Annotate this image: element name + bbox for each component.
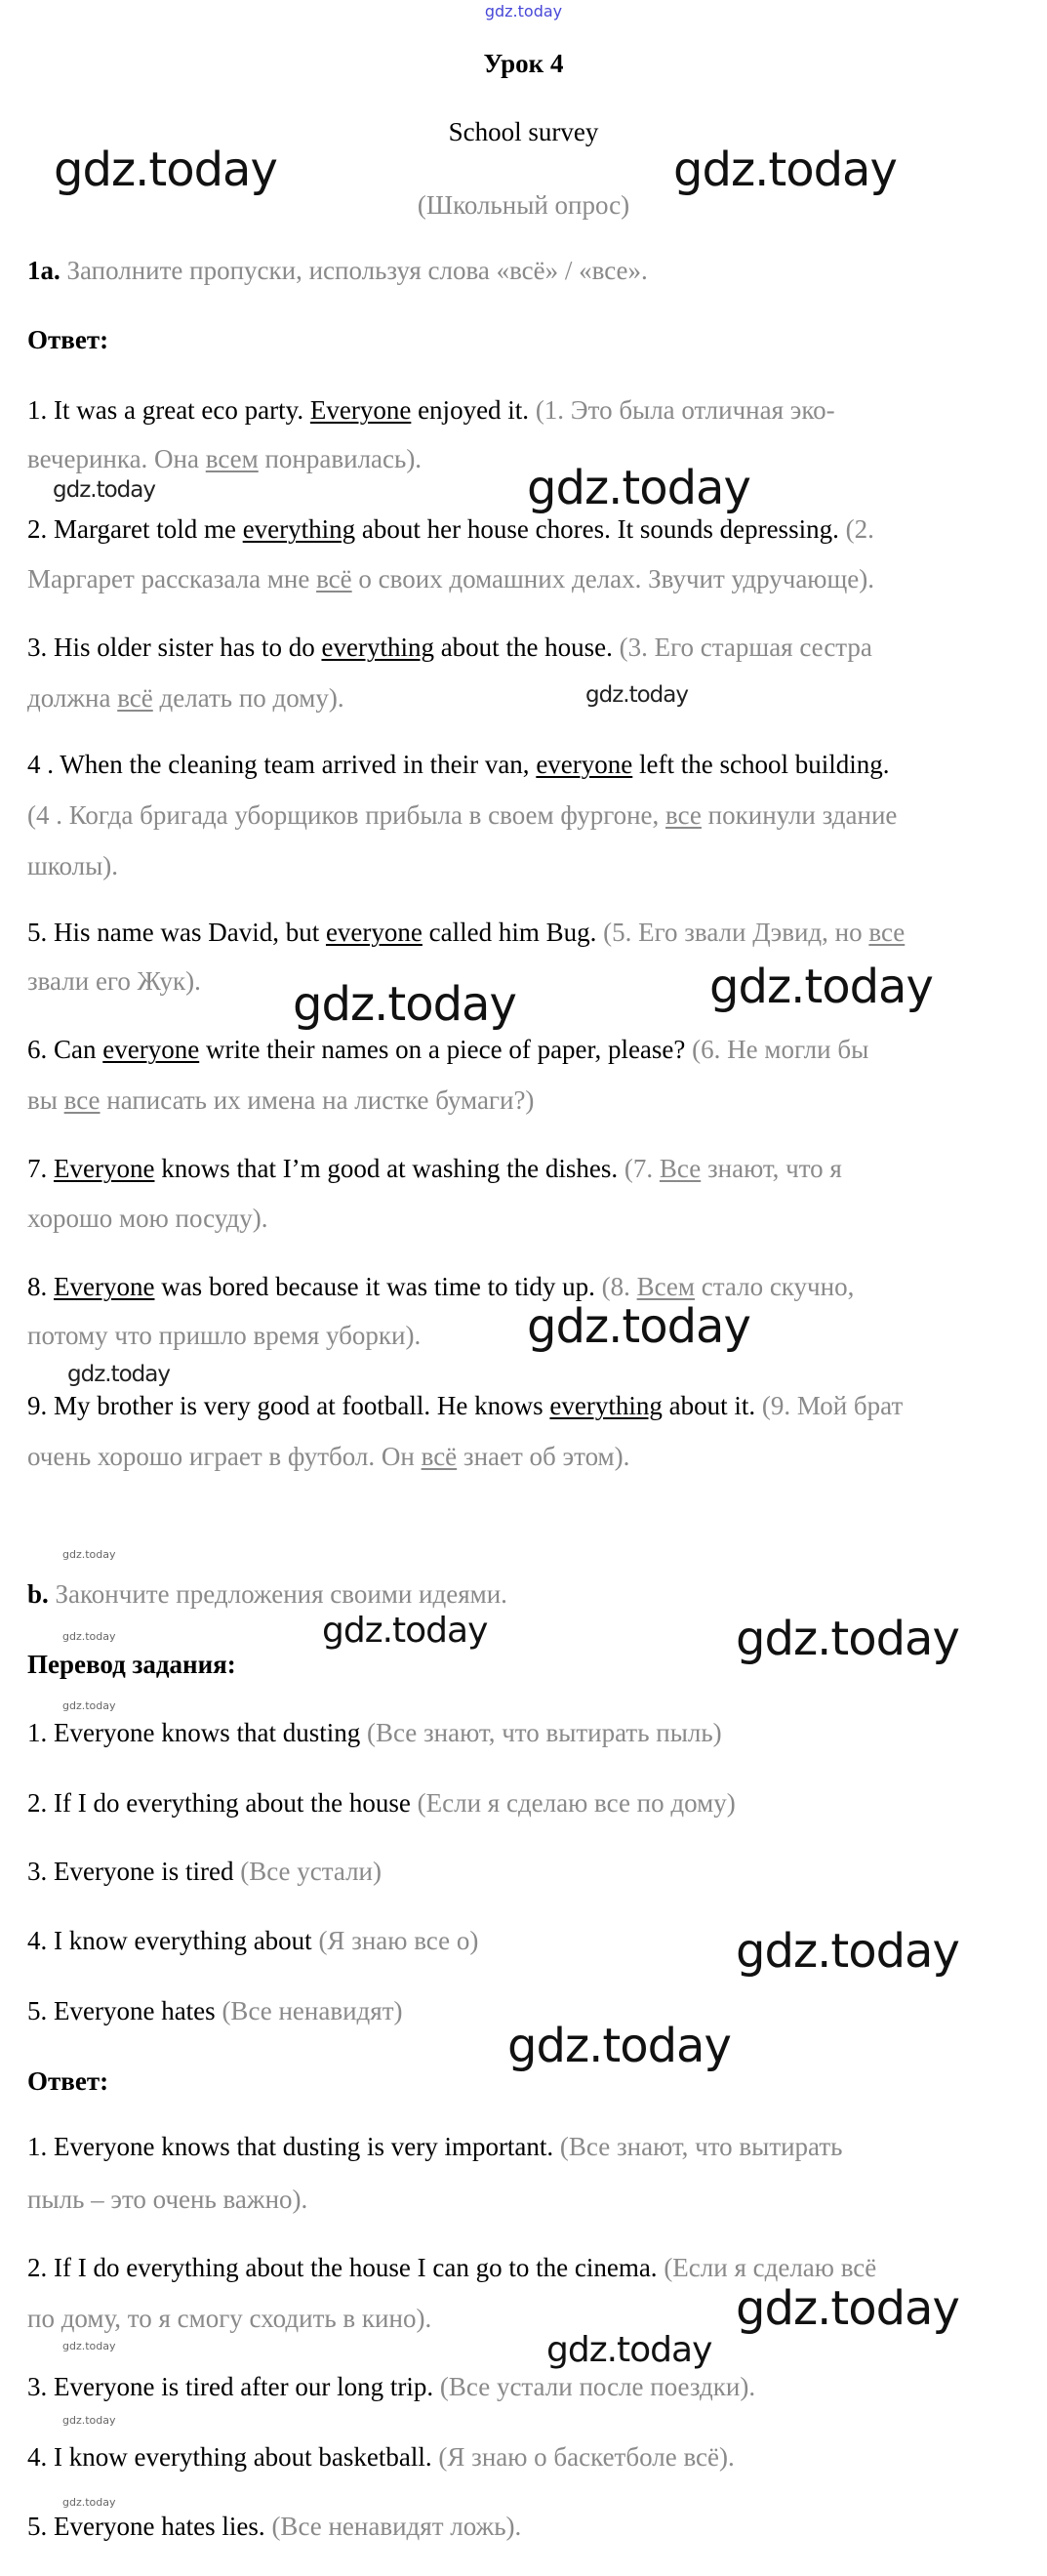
text-line <box>27 1854 382 1889</box>
text-line <box>27 2439 735 2474</box>
text-line <box>27 915 905 950</box>
section-label: Перевод задания: <box>27 1650 236 1679</box>
watermark-logo: gdz.today <box>585 682 688 708</box>
section-label: 1a. <box>27 256 60 285</box>
text-line <box>27 1576 507 1612</box>
sentence-text: knows that I’m good at washing the dishes. <box>154 1154 624 1183</box>
sentence-text: called him Bug. <box>422 918 604 947</box>
sentence-text: 2. Margaret told me <box>27 514 243 544</box>
sentence-text: 9. My brother is very good at football. He knows <box>27 1391 550 1420</box>
sentence-text: 3. Everyone is tired after our long trip. <box>27 2372 440 2401</box>
text-line <box>27 1151 842 1186</box>
sentence-text: 5. His name was David, but <box>27 918 326 947</box>
text-line <box>27 680 344 716</box>
sentence-text: 2. If I do everything about the house I can go to the cinema. <box>27 2253 664 2282</box>
text-line <box>27 392 835 428</box>
translation-text: (Все устали после поездки). <box>439 2372 756 2401</box>
section-label: Ответ: <box>27 2066 109 2096</box>
underlined-answer-word: everyone <box>325 918 423 947</box>
translation-text: (Я знаю все о) <box>318 1926 479 1955</box>
translation-text: (9. Мой брат <box>761 1391 904 1420</box>
sentence-text: 5. Everyone hates <box>27 1996 222 2025</box>
watermark-logo: gdz.today <box>62 2414 116 2427</box>
underlined-answer-word: всё <box>316 564 352 593</box>
text-line <box>27 1083 534 1118</box>
sentence-text: was bored because it was time to tidy up. <box>154 1272 602 1301</box>
text-line <box>27 1923 478 1958</box>
translation-text: (4 . Когда бригада уборщиков прибыла в своем фургоне, <box>27 800 666 830</box>
underlined-answer-word: всё <box>117 683 153 713</box>
watermark-logo: gdz.today <box>673 143 897 197</box>
watermark-logo: gdz.today <box>62 1630 116 1643</box>
translation-text: (Если я сделаю всё <box>664 2253 877 2282</box>
text-line <box>27 561 874 596</box>
translation-text: потому что пришло время уборки). <box>27 1321 422 1350</box>
text-line <box>27 322 108 357</box>
sentence-text: 6. Can <box>27 1035 103 1064</box>
translation-text: о своих домашних делах. Звучит удручающе). <box>351 564 874 593</box>
underlined-answer-word: Everyone <box>309 395 412 425</box>
translation-text: (Все знают, что вытирать пыль) <box>366 1718 722 1747</box>
text-line <box>27 2064 108 2099</box>
text-line <box>27 1201 268 1236</box>
text-line <box>27 2301 431 2336</box>
underlined-answer-word: Всем <box>636 1272 696 1301</box>
translation-text: должна <box>27 683 118 713</box>
text-line <box>27 963 201 999</box>
sentence-text: 4. I know everything about basketball. <box>27 2442 439 2472</box>
watermark-logo: gdz.today <box>736 2281 959 2336</box>
watermark-logo: gdz.today <box>62 2496 116 2509</box>
underlined-answer-word: everything <box>242 514 356 544</box>
text-line <box>27 1032 868 1067</box>
translation-text: хорошо мою посуду). <box>27 1204 268 1233</box>
sentence-text: left the school building. <box>632 750 890 779</box>
sentence-text: 5. Everyone hates lies. <box>27 2512 272 2541</box>
watermark-logo: gdz.today <box>527 1299 750 1354</box>
watermark-logo: gdz.today <box>507 2019 731 2073</box>
translation-text: (3. Его старшая сестра <box>619 633 872 662</box>
translation-text: по дому, то я смогу сходить в кино). <box>27 2304 432 2333</box>
underlined-answer-word: everything <box>549 1391 663 1420</box>
text-line <box>27 1715 722 1750</box>
underlined-answer-word: everyone <box>536 750 633 779</box>
watermark-logo: gdz.today <box>62 1699 116 1712</box>
underlined-answer-word: Everyone <box>54 1154 155 1183</box>
text-line <box>27 2369 755 2404</box>
underlined-answer-word: everyone <box>102 1035 200 1064</box>
watermark-logo: gdz.today <box>527 461 750 515</box>
translation-text: (Все ненавидят) <box>221 1996 403 2025</box>
translation-text: звали его Жук). <box>27 966 201 996</box>
watermark-logo: gdz.today <box>62 2340 116 2352</box>
page-title: Урок 4 <box>483 49 564 78</box>
translation-text: (Все устали) <box>240 1857 382 1886</box>
section-label: Ответ: <box>27 325 109 354</box>
translation-text: знает об этом). <box>457 1442 630 1471</box>
text-line <box>27 1388 903 1423</box>
watermark-logo: gdz.today <box>54 143 277 197</box>
translation-text: (Все знают, что вытирать <box>559 2132 843 2161</box>
text-line <box>27 441 422 476</box>
translation-text: вечеринка. Она <box>27 444 206 473</box>
sentence-text: 4 . When the cleaning team arrived in their van, <box>27 750 537 779</box>
underlined-answer-word: Everyone <box>54 1272 155 1301</box>
watermark-logo: gdz.today <box>293 977 516 1032</box>
watermark-logo: gdz.today <box>322 1611 488 1651</box>
underlined-answer-word: everything <box>321 633 434 662</box>
underlined-answer-word: всем <box>205 444 259 473</box>
translation-text: покинули здание <box>701 800 898 830</box>
text-line <box>27 797 897 833</box>
watermark-logo: gdz.today <box>736 1612 959 1666</box>
sentence-text: 1. Everyone knows that dusting is very important. <box>27 2132 560 2161</box>
translation-text: Маргарет рассказала мне <box>27 564 317 593</box>
text-line <box>27 1318 421 1353</box>
sentence-text: about her house chores. It sounds depressing. <box>355 514 846 544</box>
translation-text: знают, что я <box>701 1154 842 1183</box>
text-line <box>27 848 118 883</box>
sentence-text: 7. <box>27 1154 54 1183</box>
translation-text: стало скучно, <box>695 1272 855 1301</box>
sentence-text: enjoyed it. <box>411 395 536 425</box>
section-label: b. <box>27 1579 49 1609</box>
watermark-top-link[interactable]: gdz.today <box>484 2 563 20</box>
watermark-logo: gdz.today <box>709 960 933 1014</box>
translation-text: (Если я сделаю все по дому) <box>417 1788 736 1818</box>
text-line <box>27 1993 403 2028</box>
watermark-logo: gdz.today <box>546 2330 712 2370</box>
text-line <box>27 1647 236 1682</box>
translation-text: (8. <box>601 1272 637 1301</box>
watermark-logo: gdz.today <box>62 1548 116 1561</box>
translation-text: очень хорошо играет в футбол. Он <box>27 1442 422 1471</box>
underlined-answer-word: все <box>868 918 906 947</box>
translation-text: написать их имена на листке бумаги?) <box>100 1085 535 1115</box>
translation-text: пыль – это очень важно). <box>27 2185 308 2214</box>
text-line <box>27 747 889 782</box>
sentence-text: 3. Everyone is tired <box>27 1857 241 1886</box>
text-line <box>27 630 872 665</box>
text-line <box>27 2182 307 2217</box>
text-line <box>27 2250 876 2285</box>
watermark-logo: gdz.today <box>67 1362 170 1387</box>
translation-text: (2. <box>845 514 874 544</box>
translation-text: (Я знаю о баскетболе всё). <box>438 2442 735 2472</box>
underlined-answer-word: все <box>63 1085 101 1115</box>
underlined-answer-word: Все <box>659 1154 702 1183</box>
sentence-text: about it. <box>662 1391 762 1420</box>
translation-text: школы). <box>27 851 119 880</box>
translation-text: делать по дому). <box>152 683 344 713</box>
translation-text: (5. Его звали Дэвид, но <box>603 918 869 947</box>
sentence-text: 1. Everyone knows that dusting <box>27 1718 367 1747</box>
translation-text: (6. Не могли бы <box>692 1035 869 1064</box>
text-line <box>27 2129 842 2164</box>
sentence-text: 8. <box>27 1272 54 1301</box>
translation-text: понравилась). <box>258 444 423 473</box>
translation-text: Заполните пропуски, используя слова «всё» / «все». <box>60 256 648 285</box>
translation-text: (1. Это была отличная эко- <box>535 395 835 425</box>
lesson-subtitle: School survey <box>448 117 599 146</box>
underlined-answer-word: все <box>665 800 702 830</box>
sentence-text: 1. It was a great eco party. <box>27 395 310 425</box>
translation-text: (Все ненавидят ложь). <box>271 2512 522 2541</box>
sentence-text: 2. If I do everything about the house <box>27 1788 418 1818</box>
text-line <box>27 253 648 288</box>
watermark-logo: gdz.today <box>736 1924 959 1979</box>
lesson-subtitle-translation: (Школьный опрос) <box>417 190 630 220</box>
sentence-text: write their names on a piece of paper, please? <box>199 1035 693 1064</box>
underlined-answer-word: всё <box>421 1442 458 1471</box>
text-line <box>27 2509 521 2544</box>
translation-text: вы <box>27 1085 64 1115</box>
translation-text: Закончите предложения своими идеями. <box>48 1579 507 1609</box>
text-line <box>27 511 874 547</box>
sentence-text: 4. I know everything about <box>27 1926 319 1955</box>
watermark-logo: gdz.today <box>53 477 155 503</box>
text-line <box>27 1439 629 1474</box>
sentence-text: 3. His older sister has to do <box>27 633 322 662</box>
text-line <box>27 1785 736 1820</box>
translation-text: (7. <box>624 1154 660 1183</box>
sentence-text: about the house. <box>433 633 620 662</box>
